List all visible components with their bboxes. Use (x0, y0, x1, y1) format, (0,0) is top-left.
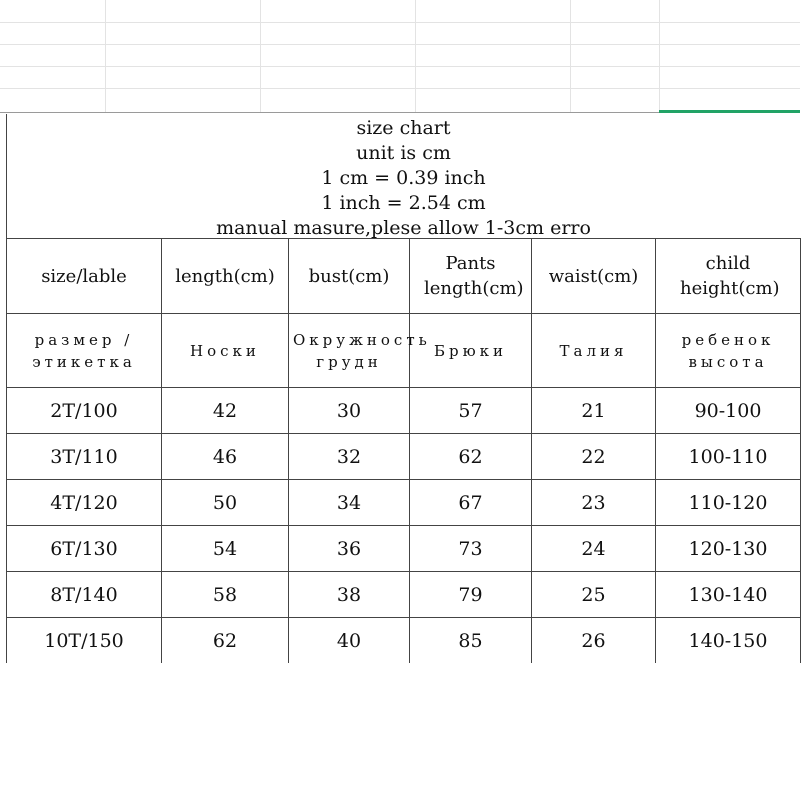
grid-line (0, 44, 800, 45)
grid-line (0, 22, 800, 23)
cell-waist: 25 (532, 572, 656, 618)
cell-length: 54 (162, 526, 289, 572)
title-line: size chart (356, 117, 451, 139)
cell-length: 42 (162, 388, 289, 434)
grid-line (570, 0, 571, 112)
cell-size: 6T/130 (7, 526, 162, 572)
cell-pants: 62 (410, 434, 532, 480)
cell-size: 2T/100 (7, 388, 162, 434)
grid-line (0, 88, 800, 89)
grid-line (105, 0, 106, 112)
cell-pants: 85 (410, 618, 532, 664)
size-chart-table (6, 238, 801, 663)
cell-waist: 24 (532, 526, 656, 572)
cell-length: 46 (162, 434, 289, 480)
grid-line (415, 0, 416, 112)
table-row (7, 434, 801, 480)
cell-bust: 34 (289, 480, 410, 526)
title-line: 1 inch = 2.54 cm (321, 192, 486, 214)
cell-size: 4T/120 (7, 480, 162, 526)
cell-bust: 32 (289, 434, 410, 480)
header-row-russian (7, 314, 801, 388)
header-ru-height: ребенок высота (656, 314, 801, 388)
header-cell-pants: Pants length(cm) (410, 239, 532, 314)
header-ru-pants: Брюки (410, 314, 532, 388)
cell-bust: 30 (289, 388, 410, 434)
table-row (7, 572, 801, 618)
cell-size: 3T/110 (7, 434, 162, 480)
cell-size: 8T/140 (7, 572, 162, 618)
title-line: manual masure,plese allow 1-3cm erro (216, 217, 591, 239)
title-line: unit is cm (356, 142, 451, 164)
cell-bust: 40 (289, 618, 410, 664)
header-cell-bust: bust(cm) (289, 239, 410, 314)
header-cell-waist: waist(cm) (532, 239, 656, 314)
cell-height: 130-140 (656, 572, 801, 618)
grid-line (260, 0, 261, 112)
grid-line (659, 0, 660, 112)
cell-pants: 79 (410, 572, 532, 618)
cell-size: 10T/150 (7, 618, 162, 664)
cell-pants: 57 (410, 388, 532, 434)
table-row (7, 388, 801, 434)
cell-height: 90-100 (656, 388, 801, 434)
cell-height: 140-150 (656, 618, 801, 664)
cell-length: 62 (162, 618, 289, 664)
cell-waist: 22 (532, 434, 656, 480)
cell-bust: 36 (289, 526, 410, 572)
header-cell-length: length(cm) (162, 239, 289, 314)
grid-line (0, 66, 800, 67)
spreadsheet-background (0, 0, 800, 112)
cell-bust: 38 (289, 572, 410, 618)
header-ru-length: Носки (162, 314, 289, 388)
title-line: 1 cm = 0.39 inch (321, 167, 486, 189)
cell-height: 120-130 (656, 526, 801, 572)
cell-height: 110-120 (656, 480, 801, 526)
cell-length: 58 (162, 572, 289, 618)
cell-waist: 23 (532, 480, 656, 526)
table-row (7, 618, 801, 664)
table-row (7, 526, 801, 572)
header-ru-waist: Талия (532, 314, 656, 388)
cell-waist: 21 (532, 388, 656, 434)
cell-pants: 73 (410, 526, 532, 572)
cell-selection-indicator (659, 110, 800, 113)
header-row (7, 239, 801, 314)
cell-pants: 67 (410, 480, 532, 526)
cell-height: 100-110 (656, 434, 801, 480)
header-cell-size: size/lable (7, 239, 162, 314)
size-chart-title-block (6, 114, 800, 238)
cell-length: 50 (162, 480, 289, 526)
header-ru-size: размер / этикетка (7, 314, 162, 388)
header-cell-height: child height(cm) (656, 239, 801, 314)
cell-waist: 26 (532, 618, 656, 664)
table-row (7, 480, 801, 526)
header-ru-bust: Окружность грудн (289, 314, 410, 388)
